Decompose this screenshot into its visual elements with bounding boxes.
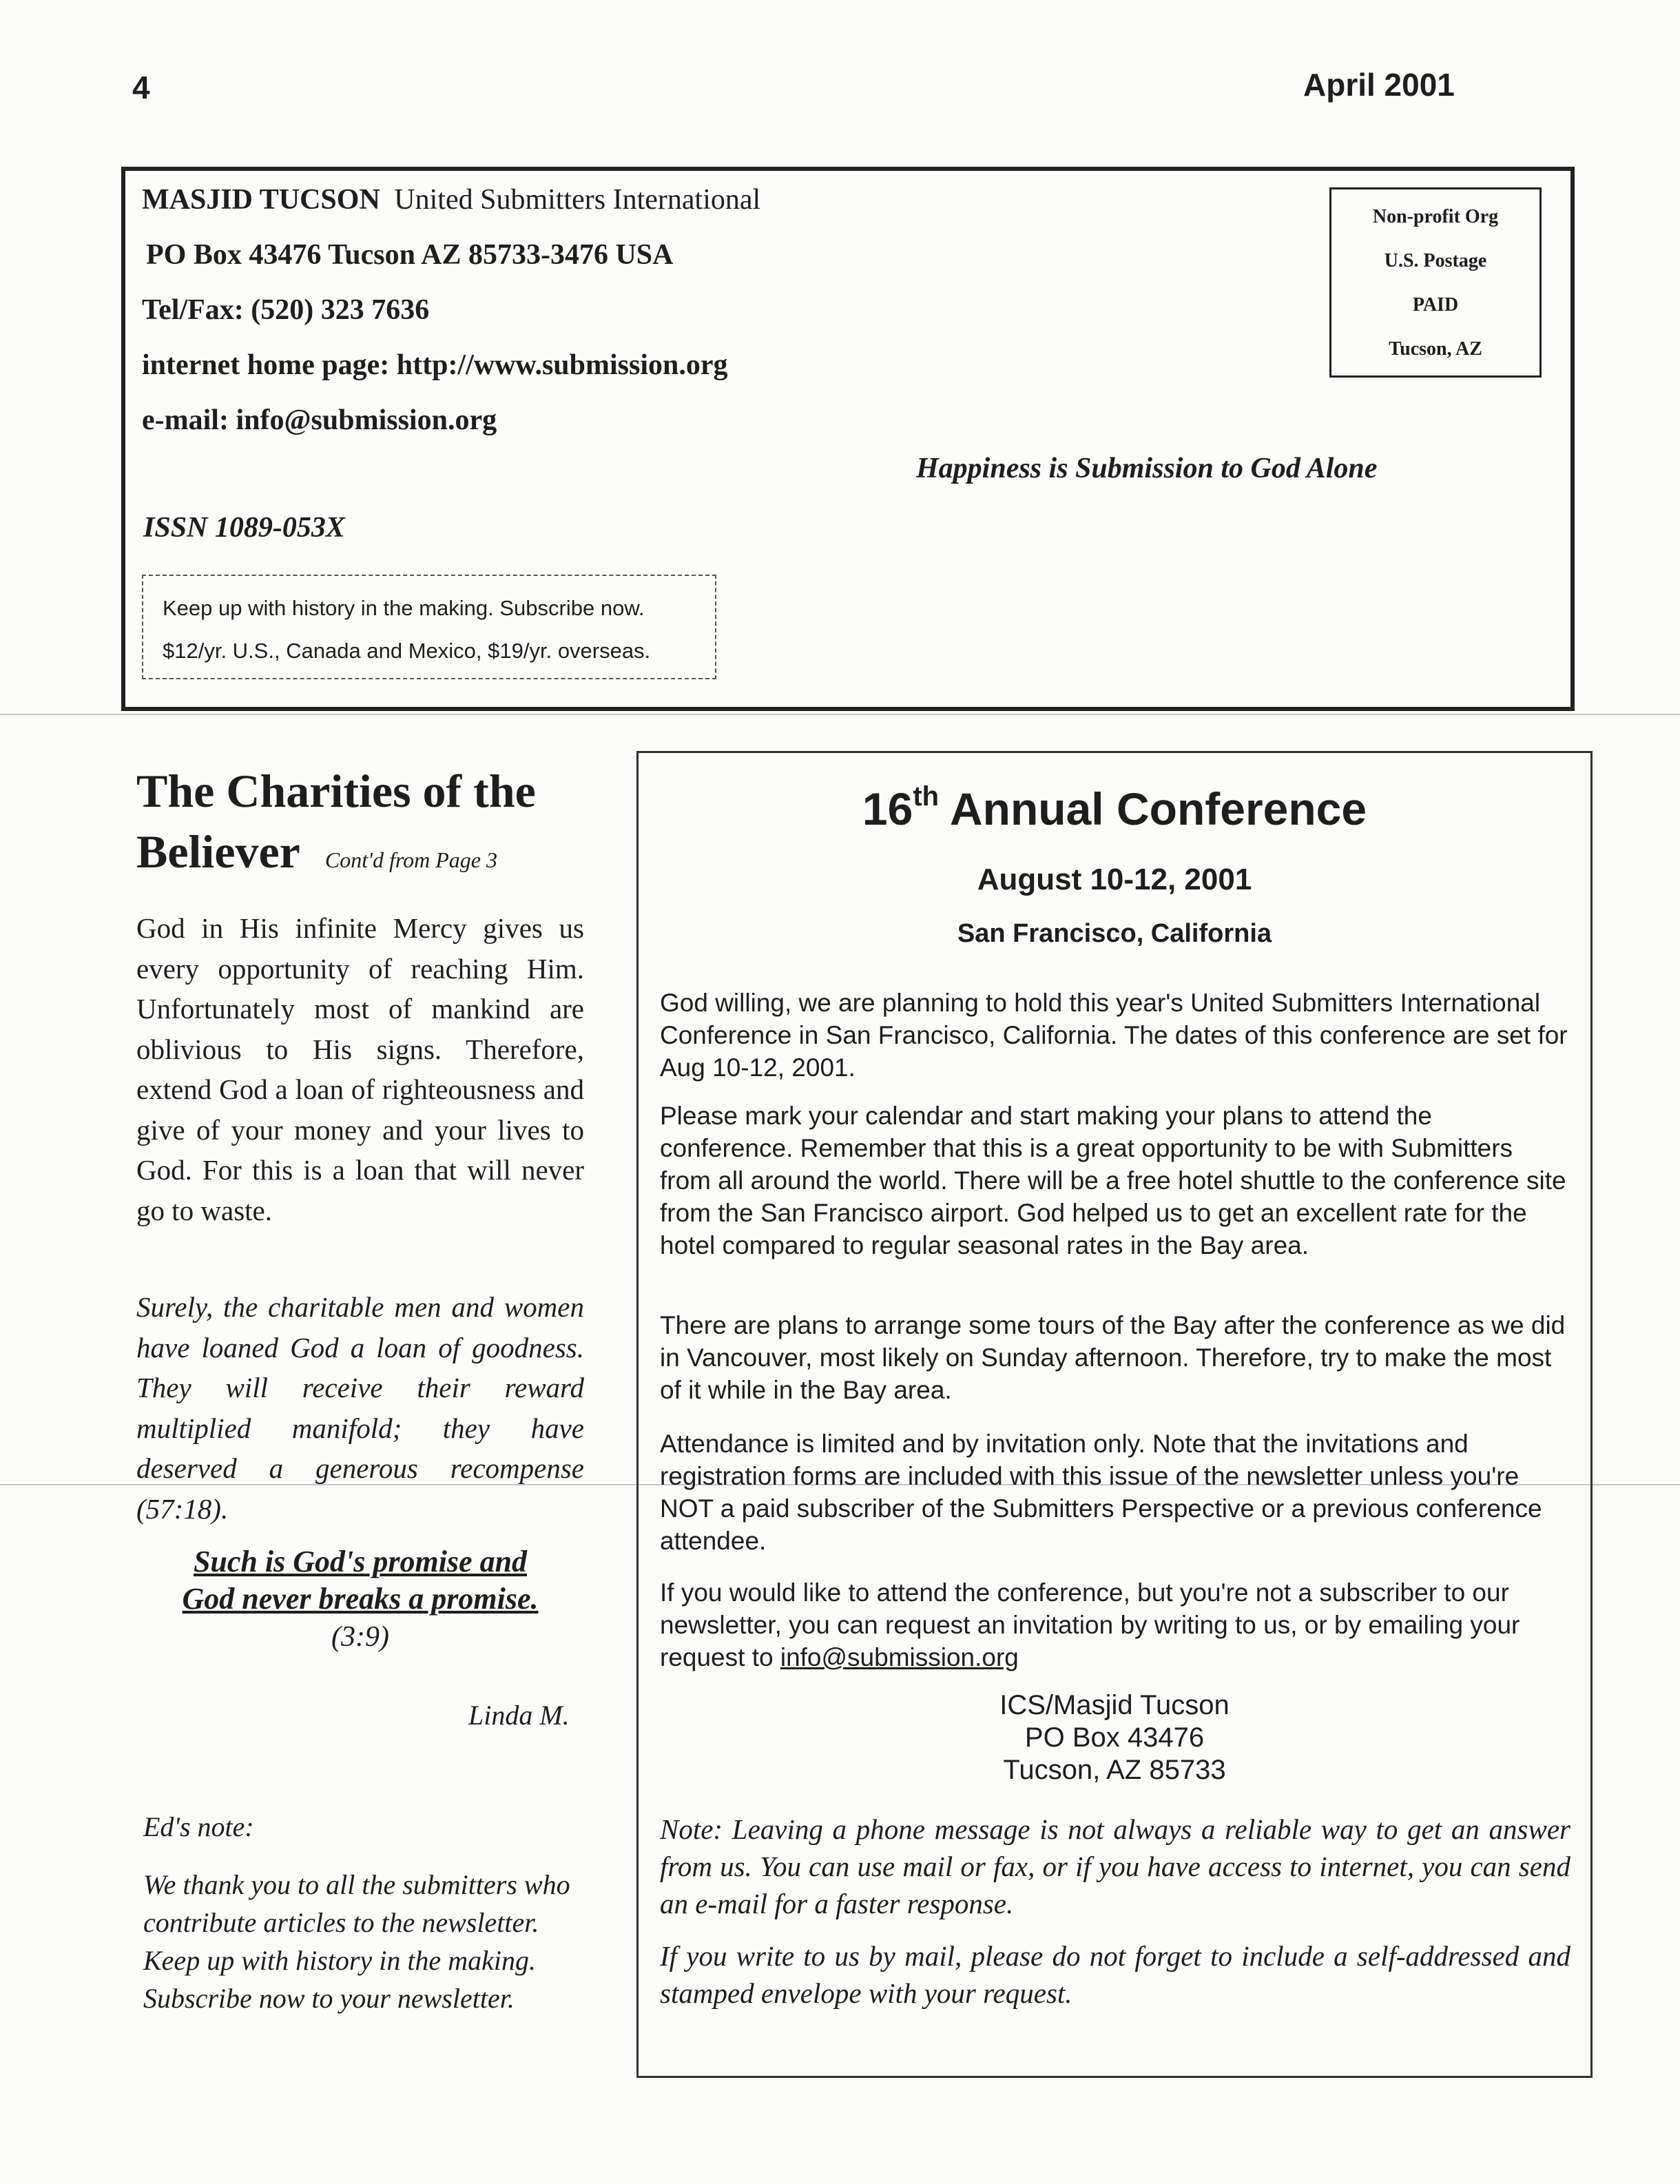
eds-note: We thank you to all the submitters who contribute articles to the newsletter. Keep up with history in the making. Subscribe now to your newsletter.	[143, 1869, 570, 2014]
subscribe-price: $12/yr. U.S., Canada and Mexico, $19/yr. overseas.	[163, 639, 651, 663]
email-link[interactable]: info@submission.org	[780, 1643, 1019, 1671]
article-body: God in His infinite Mercy gives us every opportunity of reaching Him. Unfortunately most of mankind are oblivious to His signs. Therefore, extend God a loan of righteousness and give of your money and your lives to God. For this is a loan that will never go to waste.	[136, 912, 584, 1226]
org-subtitle: United Submitters International	[394, 184, 761, 216]
mail-note: If you write to us by mail, please do not forget to include a self-addressed and stamped envelope with your request.	[660, 1940, 1570, 2009]
continued-note: Cont'd from Page 3	[324, 847, 497, 872]
promise-reference: (3:9)	[331, 1621, 389, 1653]
page-fold-top	[0, 714, 1680, 715]
mailing-address: PO Box 43476 Tucson AZ 85733-3476 USA	[146, 239, 674, 271]
homepage: internet home page: http://www.submission.org	[142, 349, 728, 381]
conference-paragraph: If you would like to attend the conference, but you're not a subscriber to our newsletter, you can request an invitation by writing to us, or by emailing your request to info@submission.org	[660, 1578, 1520, 1671]
org-name: MASJID TUCSON	[142, 184, 380, 216]
contact-note: Note: Leaving a phone message is not always a reliable way to get an answer from us. You can use mail or fax, or if you have access to internet, you can send an e-mail for a faster response.	[660, 1813, 1570, 1919]
postage-line: U.S. Postage	[1384, 250, 1487, 271]
quran-quote: Surely, the charitable men and women have loaned God a loan of goodness. They will receive their reward multiplied manifold; they have deserved a generous recompense (57:18).	[136, 1291, 584, 1525]
conference-paragraph: Attendance is limited and by invitation only. Note that the invitations and registration forms are included with this issue of the newsletter unless you're NOT a paid subscriber of the Submitters Perspective or a previous conference attendee.	[660, 1430, 1542, 1555]
issn: ISSN 1089-053X	[143, 512, 345, 544]
postage-line: PAID	[1412, 294, 1459, 316]
conference-paragraph: There are plans to arrange some tours of the Bay after the conference as we did in Vancouver, most likely on Sunday afternoon. Therefore, try to make the most of it while in the Bay area.	[660, 1311, 1566, 1404]
issue-date: April 2001	[1303, 67, 1455, 103]
subscribe-box	[142, 575, 716, 679]
org-line	[142, 181, 760, 219]
motto: Happiness is Submission to God Alone	[916, 453, 1378, 484]
conference-dates: August 10-12, 2001	[977, 863, 1252, 896]
conference-paragraph: God willing, we are planning to hold this year's United Submitters International Conference in San Francisco, California. The dates of this conference are set for Aug 10-12, 2001.	[660, 989, 1568, 1082]
postage-indicia	[1329, 187, 1542, 378]
eds-note-label: Ed's note:	[143, 1811, 254, 1842]
author: Linda M.	[468, 1700, 570, 1731]
email: e-mail: info@submission.org	[142, 404, 497, 436]
phone-fax: Tel/Fax: (520) 323 7636	[142, 294, 430, 326]
promise-statement: Such is God's promise and God never breaks a promise.	[182, 1545, 539, 1616]
postage-line: Tucson, AZ	[1389, 338, 1482, 360]
article-title: The Charities of the Believer Cont'd from Page 3	[136, 765, 536, 878]
postage-line: Non-profit Org	[1372, 206, 1499, 227]
contact-address: ICS/Masjid Tucson PO Box 43476 Tucson, AZ 85733	[999, 1690, 1230, 1785]
conference-location: San Francisco, California	[957, 919, 1272, 948]
conference-title: 16th Annual Conference	[862, 781, 1367, 834]
page-number: 4	[132, 70, 150, 105]
subscribe-line: Keep up with history in the making. Subscribe now.	[163, 596, 645, 620]
conference-paragraph: Please mark your calendar and start making your plans to attend the conference. Remember that this is a great opportunity to be with Submitters from all around the world. There will be a free hotel shuttle to the conference site from the San Francisco airport. God helped us to get an excellent rate for the hotel compared to regular seasonal rates in the Bay area.	[660, 1102, 1566, 1259]
